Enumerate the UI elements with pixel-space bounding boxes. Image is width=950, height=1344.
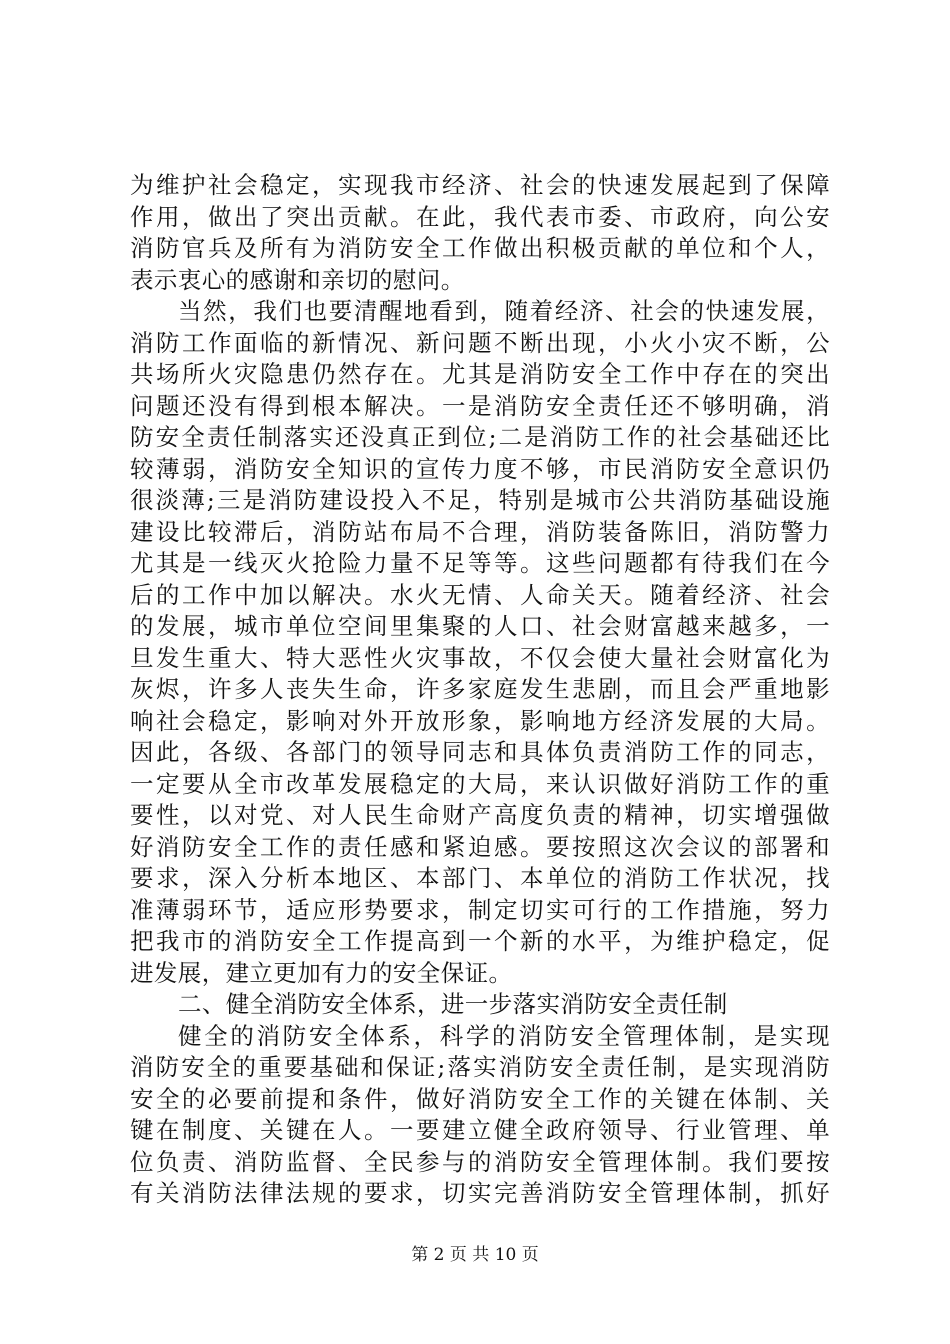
text-line: 响社会稳定，影响对外开放形象，影响地方经济发展的大局。 — [130, 706, 830, 735]
text-line: 作用，做出了突出贡献。在此，我代表市委、市政府，向公安 — [130, 202, 830, 231]
text-line: 二、健全消防安全体系，进一步落实消防安全责任制 — [178, 990, 728, 1018]
text-line: 当然，我们也要清醒地看到，随着经济、社会的快速发展， — [178, 297, 830, 325]
text-line: 因此，各级、各部门的领导同志和具体负责消防工作的同志， — [130, 738, 830, 766]
text-line: 健全的消防安全体系，科学的消防安全管理体制，是实现 — [178, 1021, 830, 1050]
text-line: 尤其是一线灭火抢险力量不足等等。这些问题都有待我们在今 — [130, 549, 830, 577]
text-line: 表示衷心的感谢和亲切的慰问。 — [130, 265, 465, 294]
document-body — [130, 170, 830, 1210]
text-line: 位负责、消防监督、全民参与的消防安全管理体制。我们要按 — [130, 1147, 830, 1176]
text-line: 消防安全的重要基础和保证;落实消防安全责任制，是实现消防 — [130, 1053, 830, 1081]
text-line: 安全的必要前提和条件，做好消防安全工作的关键在体制、关 — [130, 1084, 830, 1113]
text-line: 要求，深入分析本地区、本部门、本单位的消防工作状况，找 — [130, 864, 830, 892]
text-line: 把我市的消防安全工作提高到一个新的水平，为维护稳定，促 — [130, 927, 830, 955]
text-line: 进发展，建立更加有力的安全保证。 — [130, 958, 513, 987]
text-line: 要性，以对党、对人民生命财产高度负责的精神，切实增强做 — [130, 801, 830, 829]
text-line: 消防官兵及所有为消防安全工作做出积极贡献的单位和个人， — [130, 234, 830, 262]
text-line: 消防工作面临的新情况、新问题不断出现，小火小灾不断，公 — [130, 328, 830, 357]
text-line: 旦发生重大、特大恶性火灾事故，不仅会使大量社会财富化为 — [130, 643, 830, 672]
text-line: 键在制度、关键在人。一要建立健全政府领导、行业管理、单 — [130, 1116, 830, 1144]
text-line: 的发展，城市单位空间里集聚的人口、社会财富越来越多，一 — [130, 612, 830, 640]
text-line: 问题还没有得到根本解决。一是消防安全责任还不够明确，消 — [130, 391, 830, 420]
page-footer: 第 2 页 共 10 页 — [411, 1245, 539, 1265]
text-line: 好消防安全工作的责任感和紧迫感。要按照这次会议的部署和 — [130, 832, 830, 861]
text-line: 建设比较滞后，消防站布局不合理，消防装备陈旧，消防警力 — [130, 517, 830, 546]
text-line: 共场所火灾隐患仍然存在。尤其是消防安全工作中存在的突出 — [130, 360, 830, 388]
text-line: 较薄弱，消防安全知识的宣传力度不够，市民消防安全意识仍 — [130, 454, 830, 483]
text-line: 后的工作中加以解决。水火无情、人命关天。随着经济、社会 — [130, 580, 830, 609]
text-line: 准薄弱环节，适应形势要求，制定切实可行的工作措施，努力 — [130, 895, 830, 924]
text-line: 一定要从全市改革发展稳定的大局，来认识做好消防工作的重 — [130, 769, 830, 798]
text-line: 防安全责任制落实还没真正到位;二是消防工作的社会基础还比 — [130, 423, 830, 451]
text-line: 灰烬，许多人丧失生命，许多家庭发生悲剧，而且会严重地影 — [130, 675, 830, 703]
text-line: 有关消防法律法规的要求，切实完善消防安全管理体制，抓好 — [130, 1179, 830, 1207]
text-line: 很淡薄;三是消防建设投入不足，特别是城市公共消防基础设施 — [130, 486, 830, 514]
text-line: 为维护社会稳定，实现我市经济、社会的快速发展起到了保障 — [130, 171, 830, 199]
